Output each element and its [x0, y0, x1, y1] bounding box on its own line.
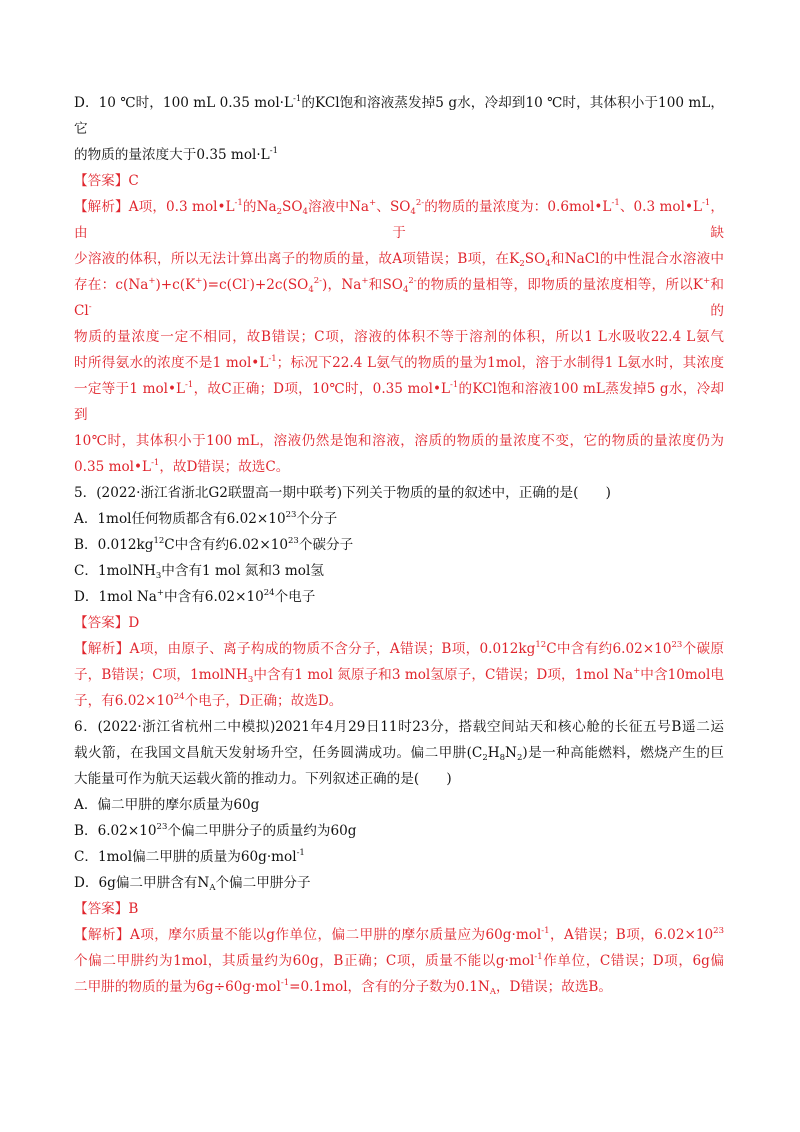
text: D．6g偏二甲肼含有N [74, 875, 210, 891]
explanation-4-line1 [74, 194, 724, 246]
superscript: + [156, 588, 165, 598]
superscript: 12 [535, 640, 547, 650]
subscript: 3 [247, 675, 254, 685]
text: )+2c(SO [249, 277, 309, 293]
text: 作单位，C错误；D项，6g偏 [542, 953, 725, 969]
text: )=c(Cl [202, 277, 247, 293]
explanation-4-line8 [74, 454, 724, 480]
text: C中含有约6.02×10 [546, 641, 672, 657]
text: )，Na [322, 277, 362, 293]
superscript: 23 [156, 822, 168, 832]
answer-6: 【答案】B [74, 901, 139, 917]
text: 二甲肼的物质的量为6g÷60g·mol [74, 979, 281, 995]
superscript: -1 [185, 380, 194, 390]
text: 一定等于1 mol•L [74, 381, 186, 397]
text: SO [282, 199, 303, 215]
text: D．1mol Na [74, 589, 157, 605]
superscript: 12 [153, 536, 165, 546]
explanation-4-line3 [74, 272, 724, 324]
text: 【解析】A项，0.3 mol•L [74, 199, 235, 215]
text: 、SO [376, 199, 411, 215]
text: 中含有1 mol 氮和3 mol氢 [161, 563, 324, 579]
text: 时所得氨水的浓度不是1 mol•L [74, 355, 269, 371]
superscript: + [633, 666, 641, 676]
text: ，A错误；B项，6.02×10 [549, 927, 714, 943]
text: 载火箭，在我国文昌航天发射场升空，任务圆满成功。偏二甲肼(C [74, 745, 483, 761]
text: 溶液中Na [307, 199, 370, 215]
question-6-line3: 大能量可作为航天运载火箭的推动力。下列叙述正确的是( ) [74, 771, 452, 787]
q6-option-d [74, 870, 724, 896]
text: 存在：c(Na [74, 277, 149, 293]
subscript: 4 [545, 259, 551, 269]
q6-option-b [74, 818, 724, 844]
text: C．1mol偏二甲肼的质量为60g·mol [74, 849, 297, 865]
text: 子，有6.02×10 [74, 693, 174, 709]
question-5-stem: 5．(2022·浙江省浙北G2联盟高一期中联考)下列关于物质的量的叙述中，正确的是( ) [74, 485, 611, 501]
q5-option-c [74, 558, 724, 584]
text: 个偏二甲肼分子的质量约为60g [167, 823, 357, 839]
subscript: 4 [302, 207, 308, 217]
superscript: -1 [534, 952, 543, 962]
answer-4: 【答案】C [74, 173, 139, 189]
superscript: 23 [288, 536, 299, 546]
superscript: 23 [713, 926, 724, 936]
text: 中含10mol电 [640, 667, 724, 683]
explanation-4-line7: 10℃时，其体积小于100 mL，溶液仍然是饱和溶液，溶质的物质的量浓度不变，它的物质的量浓度仍为 [74, 433, 724, 449]
explanation-6-line2 [74, 948, 724, 974]
superscript: -1 [296, 848, 305, 858]
text: 中含有6.02×10 [164, 589, 264, 605]
subscript: 4 [308, 285, 314, 295]
subscript: 2 [276, 207, 282, 217]
text: 少溶液的体积，所以无法计算出离子的物质的量，故A项错误；B项，在K [74, 251, 520, 267]
question-6-line2 [74, 740, 724, 766]
text: 的物质的量浓度大于0.35 mol·L [74, 147, 270, 163]
superscript: 24 [173, 692, 185, 702]
subscript: A [489, 987, 496, 997]
text: SO [524, 251, 546, 267]
superscript: -1 [151, 458, 160, 468]
text: 的Na [242, 199, 277, 215]
superscript: -1 [611, 198, 620, 208]
text: 个偏二甲肼约为1mol，其质量约为60g，B正确；C项，质量不能以g·mol [74, 953, 535, 969]
text: 个碳原 [682, 641, 724, 657]
answer-5: 【答案】D [74, 615, 140, 631]
explanation-4-line5 [74, 350, 724, 376]
text: 的KCl饱和溶液100 mL蒸发掉5 g水，冷却到 [74, 381, 724, 423]
q4-option-d-line2 [74, 142, 724, 168]
subscript: 4 [402, 285, 409, 295]
text: 个电子 [274, 589, 316, 605]
text: 和Cl [74, 277, 725, 319]
superscript: + [148, 276, 156, 286]
subscript: 4 [410, 207, 416, 217]
superscript: + [703, 276, 711, 286]
text: ，故D错误；故选C。 [159, 459, 290, 475]
superscript: 2- [408, 276, 417, 286]
superscript: -1 [293, 94, 302, 104]
text: 【解析】A项，摩尔质量不能以g作单位，偏二甲肼的摩尔质量应为60g·mol [74, 927, 542, 943]
text: ；标况下22.4 L氨气的物质的量为1mol，溶于水制得1 L氨水时，其浓度 [276, 355, 725, 371]
superscript: 2- [313, 276, 323, 286]
subscript: 2 [519, 259, 525, 269]
explanation-4-line4: 物质的量浓度一定不相同，故B错误；C项，溶液的体积不等于溶剂的体积，所以1 L水吸收22.4 L氨气 [74, 329, 724, 345]
text: =0.1mol，含有的分子数为0.1N [289, 979, 490, 995]
text: C中含有约6.02×10 [164, 537, 289, 553]
question-6-line1: 6．(2022·浙江省杭州二中模拟)2021年4月29日11时23分，搭载空间站天和核心舱的长征五号B遥二运 [74, 719, 724, 735]
document-page [74, 90, 724, 1000]
text: 的物质的量相等，即物质的量浓度相等，所以K [416, 277, 704, 293]
text: 的KCl饱和溶液蒸发掉5 g水，冷却到10 ℃时，其体积小于100 mL，它 [74, 95, 724, 137]
superscript: 23 [671, 640, 683, 650]
q6-option-a: A．偏二甲肼的摩尔质量为60g [74, 797, 260, 813]
text: C．1molNH [74, 563, 156, 579]
text: ，由于缺 [74, 199, 724, 241]
superscript: + [361, 276, 369, 286]
superscript: + [369, 198, 377, 208]
explanation-4-line2 [74, 246, 724, 272]
text: ，故C正确；D项，10℃时，0.35 mol•L [193, 381, 450, 397]
q5-option-b [74, 532, 724, 558]
subscript: 3 [155, 571, 162, 581]
subscript: 2 [482, 753, 488, 763]
text: D．10 ℃时，100 mL 0.35 mol·L [74, 95, 294, 111]
q5-option-d [74, 584, 724, 610]
q5-option-a [74, 506, 724, 532]
text: 的物质的量浓度为：0.6mol•L [424, 199, 612, 215]
text: 和SO [368, 277, 403, 293]
superscript: 2- [415, 198, 425, 208]
text: ，D错误；故选B。 [495, 979, 612, 995]
explanation-6-line3 [74, 974, 724, 1000]
superscript: 24 [263, 588, 275, 598]
text: 0.35 mol•L [74, 459, 152, 475]
text: 子，B错误；C项，1molNH [74, 667, 248, 683]
superscript: + [195, 276, 203, 286]
text: B．0.012kg [74, 537, 154, 553]
text: B．6.02×10 [74, 823, 157, 839]
superscript: -1 [702, 198, 711, 208]
text: N [505, 745, 517, 761]
text: 和NaCl的中性混合水溶液中 [550, 251, 725, 267]
explanation-4-line6 [74, 376, 724, 428]
text: 个电子，D正确；故选D。 [184, 693, 343, 709]
subscript: 8 [499, 753, 506, 763]
text: 个偏二甲肼分子 [215, 875, 311, 891]
superscript: -1 [269, 146, 278, 156]
explanation-5-line3 [74, 688, 724, 714]
superscript: 23 [285, 510, 297, 520]
text: 个碳分子 [298, 537, 354, 553]
superscript: - [246, 276, 250, 286]
text: 【解析】A项，由原子、离子构成的物质不含分子，A错误；B项，0.012kg [74, 641, 536, 657]
text: )是一种高能燃料，燃烧产生的巨 [522, 745, 724, 761]
explanation-5-line1 [74, 636, 724, 662]
superscript: - [88, 302, 92, 312]
text: 、0.3 mol•L [619, 199, 703, 215]
subscript: A [209, 883, 216, 893]
text: 个分子 [296, 511, 338, 527]
text: )+c(K [155, 277, 196, 293]
superscript: -1 [268, 354, 277, 364]
text: 中含有1 mol 氮原子和3 mol氢原子，C错误；D项，1mol Na [253, 667, 634, 683]
superscript: -1 [280, 978, 290, 988]
superscript: -1 [541, 926, 550, 936]
q6-option-c [74, 844, 724, 870]
text: A．1mol任何物质都含有6.02×10 [74, 511, 286, 527]
text: H [487, 745, 500, 761]
explanation-6-line1 [74, 922, 724, 948]
text: 的 [91, 303, 724, 319]
superscript: -1 [234, 198, 243, 208]
q4-option-d-line1 [74, 90, 724, 142]
explanation-5-line2 [74, 662, 724, 688]
superscript: -1 [450, 380, 459, 390]
subscript: 2 [516, 753, 523, 763]
